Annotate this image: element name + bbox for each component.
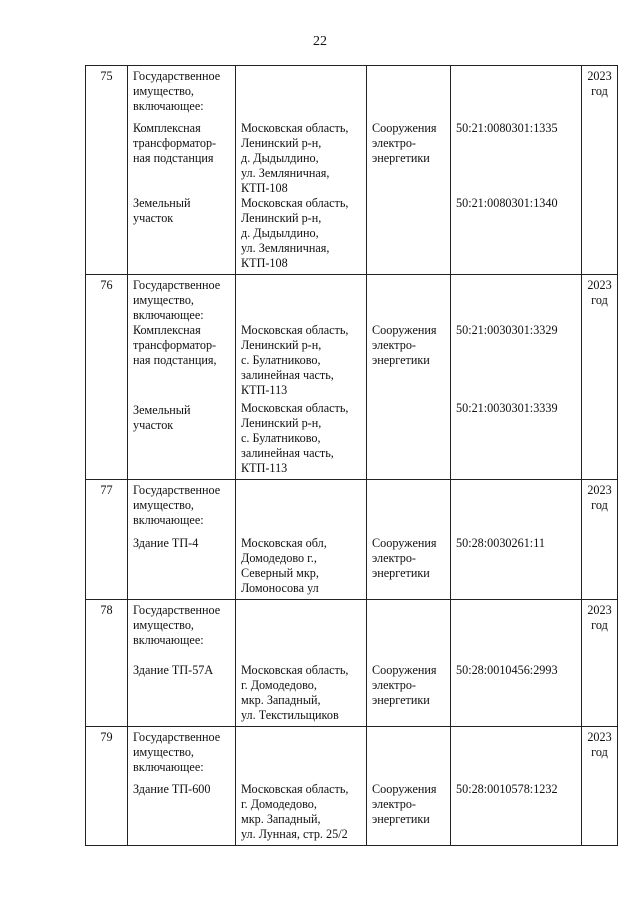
group-title: Государственное имущество, включающее: — [133, 603, 221, 647]
item-cadastral: 50:28:0030261:11 — [456, 536, 545, 550]
table-row — [86, 275, 618, 480]
cadastral-cell — [451, 480, 582, 600]
name-cell — [128, 66, 236, 275]
group-title: Государственное имущество, включающее: — [133, 69, 221, 113]
group-title: Государственное имущество, включающее: — [133, 278, 221, 322]
item-cadastral: 50:28:0010456:2993 — [456, 663, 558, 677]
item-type: Сооружения электро- энергетики — [372, 323, 437, 367]
group-title: Государственное имущество, включающее: — [133, 483, 221, 527]
type-cell — [367, 600, 451, 727]
year-cell: 2023 год — [582, 275, 618, 480]
type-cell — [367, 275, 451, 480]
name-cell — [128, 600, 236, 727]
row-number: 79 — [86, 727, 128, 846]
name-cell — [128, 480, 236, 600]
item-cadastral: 50:21:0080301:1335 — [456, 121, 558, 135]
table-row — [86, 727, 618, 846]
item-cadastral: 50:28:0010578:1232 — [456, 782, 558, 796]
item-type: Сооружения электро- энергетики — [372, 663, 437, 707]
type-cell — [367, 480, 451, 600]
item-address: Московская обл, Домодедово г., Северный мкр, Ломоносова ул — [241, 536, 327, 595]
item-address: Московская область, Ленинский р-н, с. Булатниково, залинейная часть, КТП-113 — [241, 323, 349, 397]
item-type: Сооружения электро- энергетики — [372, 121, 437, 165]
group-title: Государственное имущество, включающее: — [133, 730, 221, 774]
address-cell — [236, 727, 367, 846]
type-cell — [367, 727, 451, 846]
item-name: Комплексная трансформатор- ная подстанция, — [133, 323, 217, 367]
item-name: Комплексная трансформатор- ная подстанция — [133, 121, 217, 165]
item-name: Здание ТП-600 — [133, 782, 211, 796]
year-cell: 2023 год — [582, 66, 618, 275]
type-cell — [367, 66, 451, 275]
item-address: Московская область, Ленинский р-н, с. Булатниково, залинейная часть, КТП-113 — [241, 401, 349, 475]
item-address: Московская область, г. Домодедово, мкр. Западный, ул. Текстильщиков — [241, 663, 349, 722]
item-type: Сооружения электро- энергетики — [372, 536, 437, 580]
item-name: Земельный участок — [133, 196, 191, 225]
item-type: Сооружения электро- энергетики — [372, 782, 437, 826]
address-cell — [236, 480, 367, 600]
cadastral-cell — [451, 600, 582, 727]
year-cell: 2023 год — [582, 480, 618, 600]
year-cell: 2023 год — [582, 600, 618, 727]
item-address: Московская область, г. Домодедово, мкр. Западный, ул. Лунная, стр. 25/2 — [241, 782, 349, 841]
item-name: Здание ТП-4 — [133, 536, 199, 550]
cadastral-cell — [451, 66, 582, 275]
page-number: 22 — [313, 34, 327, 49]
item-cadastral: 50:21:0080301:1340 — [456, 196, 558, 210]
row-number: 76 — [86, 275, 128, 480]
table-row — [86, 600, 618, 727]
name-cell — [128, 275, 236, 480]
table-row — [86, 66, 618, 275]
item-name: Земельный участок — [133, 403, 191, 432]
year-cell: 2023 год — [582, 727, 618, 846]
address-cell — [236, 275, 367, 480]
address-cell — [236, 600, 367, 727]
row-number: 78 — [86, 600, 128, 727]
row-number: 77 — [86, 480, 128, 600]
item-cadastral: 50:21:0030301:3329 — [456, 323, 558, 337]
table-row — [86, 480, 618, 600]
item-address: Московская область, Ленинский р-н, д. Дыдылдино, ул. Земляничная, КТП-108 — [241, 121, 349, 195]
row-number: 75 — [86, 66, 128, 275]
item-cadastral: 50:21:0030301:3339 — [456, 401, 558, 415]
property-table — [85, 65, 618, 846]
item-address: Московская область, Ленинский р-н, д. Дыдылдино, ул. Земляничная, КТП-108 — [241, 196, 349, 270]
cadastral-cell — [451, 727, 582, 846]
address-cell — [236, 66, 367, 275]
cadastral-cell — [451, 275, 582, 480]
item-name: Здание ТП-57А — [133, 663, 214, 677]
name-cell — [128, 727, 236, 846]
